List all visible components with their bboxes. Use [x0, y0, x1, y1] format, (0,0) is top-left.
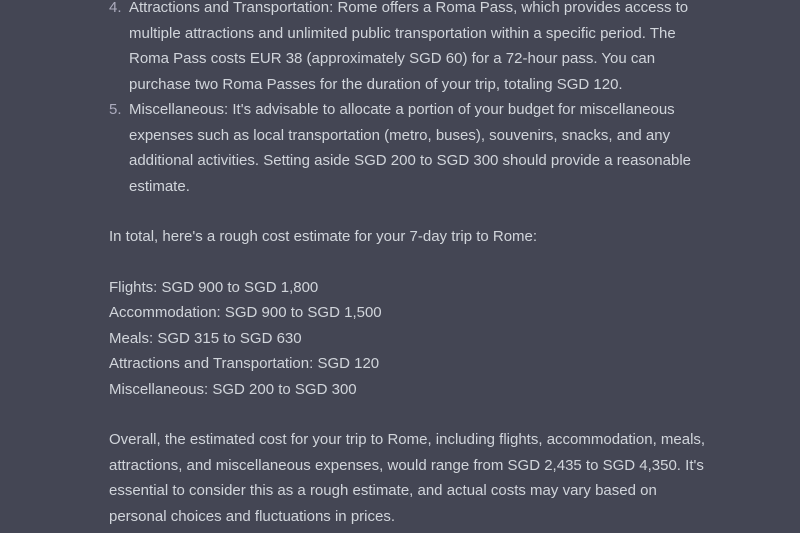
assistant-message: [109, 0, 709, 529]
cost-line-meals: Meals: SGD 315 to SGD 630: [109, 329, 302, 347]
overall-paragraph: Overall, the estimated cost for your trip to Rome, including flights, accommodation, meals, attractions, and miscellaneous expenses, would range from SGD 2,435 to SGD 4,350. It's essential to consider this as a rough estimate, and actual costs may vary based on personal choices and fluctuations in prices.: [109, 431, 706, 525]
cost-line-attractions: Attractions and Transportation: SGD 120: [109, 355, 380, 372]
list-item-number: 5.: [109, 101, 122, 118]
summary-intro-paragraph: In total, here's a rough cost estimate for your 7-day trip to Rome:: [109, 228, 538, 245]
cost-line-accommodation: Accommodation: SGD 900 to SGD 1,500: [109, 304, 382, 321]
cost-estimate-lines: [109, 275, 709, 403]
cost-line-flights: Flights: SGD 900 to SGD 1,800: [109, 278, 319, 296]
list-item: [109, 97, 709, 199]
numbered-list: [109, 0, 709, 199]
list-item-number: 4.: [109, 0, 122, 16]
list-item-text: Miscellaneous: It's advisable to allocate a portion of your budget for miscellaneous expenses such as local transportation (metro, buses), souvenirs, snacks, and any additional activities. Setting aside SGD 200 to SGD 300 should provide a reasonable estimate.: [129, 101, 692, 195]
list-item: [109, 0, 709, 97]
cost-line-miscellaneous: Miscellaneous: SGD 200 to SGD 300: [109, 380, 357, 398]
list-item-text: Attractions and Transportation: Rome offers a Roma Pass, which provides access to multiple attractions and unlimited public transportation within a specific period. The Roma Pass costs EUR 38 (approximately SGD 60) for a 72-hour pass. You can purchase two Roma Passes for the duration of your trip, totaling SGD 120.: [129, 0, 689, 93]
